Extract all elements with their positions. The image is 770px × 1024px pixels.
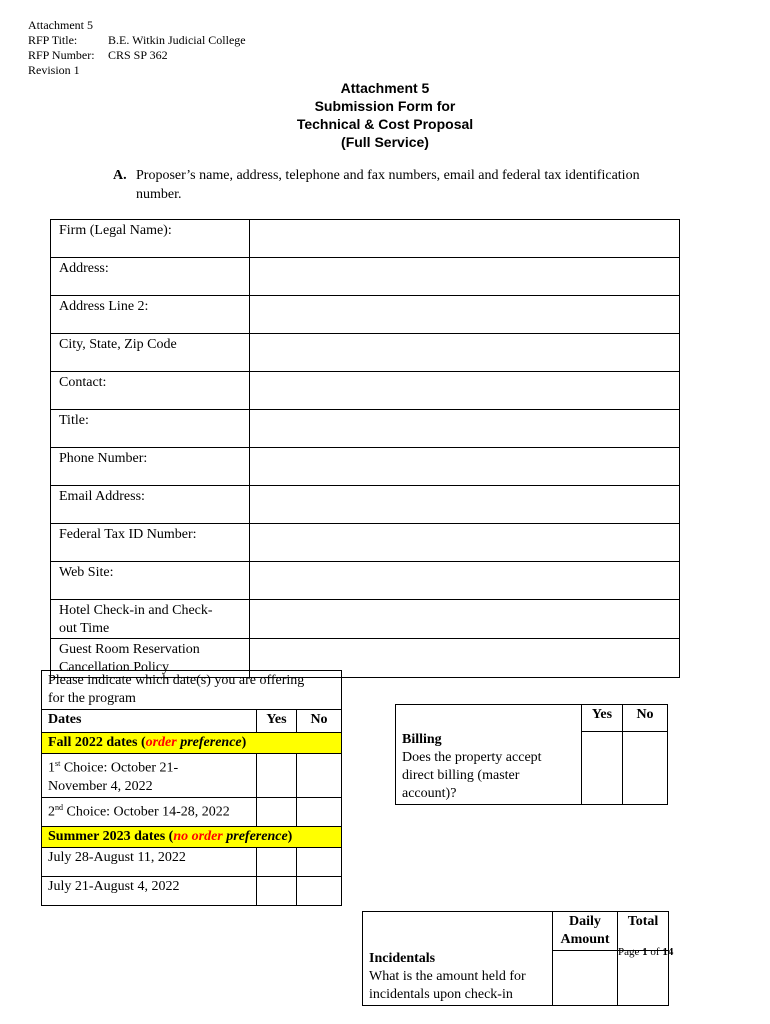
summer-row-2-yes-cell[interactable] [257, 876, 297, 905]
table-row [51, 296, 680, 334]
table-row [42, 797, 342, 826]
summer-2023-heading: Summer 2023 dates (no order preference) [42, 826, 342, 847]
federal-tax-id-field[interactable] [250, 524, 680, 562]
header-rfp-title: RFP Title: B.E. Witkin Judicial College [28, 33, 246, 47]
total-cell[interactable] [618, 951, 669, 1006]
fall-choice-2: 2nd Choice: October 14-28, 2022 [42, 797, 257, 826]
col-dates-header: Dates [42, 710, 257, 733]
firm-legal-name-field[interactable] [250, 220, 680, 258]
billing-table [395, 704, 668, 805]
firm-label: Federal Tax ID Number: [51, 524, 250, 562]
table-row [42, 754, 342, 798]
firm-label: Firm (Legal Name): [51, 220, 250, 258]
firm-label: Address: [51, 258, 250, 296]
table-row [51, 372, 680, 410]
header-revision: Revision 1 [28, 63, 80, 77]
firm-label: Contact: [51, 372, 250, 410]
summer-row-2: July 21-August 4, 2022 [42, 876, 257, 905]
table-row [51, 334, 680, 372]
billing-question: Billing Does the property accept direct billing (master account)? [396, 705, 582, 805]
table-row [51, 486, 680, 524]
incidentals-heading: Incidentals [369, 951, 436, 966]
summer-row-2-no-cell[interactable] [297, 876, 342, 905]
dates-intro: Please indicate which date(s) you are offering for the program [42, 671, 342, 710]
address-field[interactable] [250, 258, 680, 296]
table-row [51, 524, 680, 562]
header-attachment: Attachment 5 [28, 18, 93, 32]
table-row [42, 826, 342, 847]
fall-2022-heading: Fall 2022 dates (order preference) [42, 733, 342, 754]
table-row [42, 710, 342, 733]
firm-label: Email Address: [51, 486, 250, 524]
billing-yes-header: Yes [582, 705, 623, 732]
firm-info-table [50, 219, 680, 678]
phone-number-field[interactable] [250, 448, 680, 486]
summer-row-1-no-cell[interactable] [297, 847, 342, 876]
table-row [51, 600, 680, 639]
daily-amount-cell[interactable] [553, 951, 618, 1006]
firm-label: City, State, Zip Code [51, 334, 250, 372]
billing-heading: Billing [402, 732, 442, 747]
city-state-zip-field[interactable] [250, 334, 680, 372]
billing-no-cell[interactable] [623, 732, 668, 805]
fall-choice-1-yes-cell[interactable] [257, 754, 297, 798]
page-number: Page 1 of 14 [618, 946, 674, 958]
fall-choice-1-no-cell[interactable] [297, 754, 342, 798]
page-title: Attachment 5 Submission Form for Technical & Cost Proposal (Full Service) [296, 80, 474, 150]
web-site-field[interactable] [250, 562, 680, 600]
table-row [396, 705, 668, 732]
firm-label: Guest Room Reservation Cancellation Policy [51, 639, 250, 678]
table-row [51, 220, 680, 258]
firm-label: Title: [51, 410, 250, 448]
col-yes-header: Yes [257, 710, 297, 733]
incidentals-table [362, 911, 669, 1006]
fall-choice-1: 1st Choice: October 21- November 4, 2022 [42, 754, 257, 798]
col-no-header: No [297, 710, 342, 733]
document-header [28, 18, 246, 78]
title-field[interactable] [250, 410, 680, 448]
table-row [51, 258, 680, 296]
contact-field[interactable] [250, 372, 680, 410]
table-row [42, 876, 342, 905]
dates-table [41, 670, 342, 906]
table-row [42, 733, 342, 754]
firm-label: Web Site: [51, 562, 250, 600]
billing-no-header: No [623, 705, 668, 732]
firm-label: Hotel Check-in and Check- out Time [51, 600, 250, 639]
email-address-field[interactable] [250, 486, 680, 524]
fall-choice-2-no-cell[interactable] [297, 797, 342, 826]
table-row [51, 562, 680, 600]
address-line-2-field[interactable] [250, 296, 680, 334]
table-row [363, 912, 669, 951]
summer-row-1: July 28-August 11, 2022 [42, 847, 257, 876]
table-row [51, 448, 680, 486]
section-a-instructions: A. Proposer’s name, address, telephone and fax numbers, email and federal tax identification number. [113, 168, 640, 202]
header-rfp-number: RFP Number: CRS SP 362 [28, 48, 168, 62]
billing-yes-cell[interactable] [582, 732, 623, 805]
checkin-checkout-field[interactable] [250, 600, 680, 639]
firm-label: Address Line 2: [51, 296, 250, 334]
incidentals-question: Incidentals What is the amount held for incidentals upon check-in [363, 912, 553, 1006]
table-row [42, 847, 342, 876]
fall-choice-2-yes-cell[interactable] [257, 797, 297, 826]
summer-row-1-yes-cell[interactable] [257, 847, 297, 876]
table-row [51, 410, 680, 448]
total-header: Total [618, 912, 669, 951]
daily-amount-header: Daily Amount [553, 912, 618, 951]
firm-label: Phone Number: [51, 448, 250, 486]
table-row [42, 671, 342, 710]
